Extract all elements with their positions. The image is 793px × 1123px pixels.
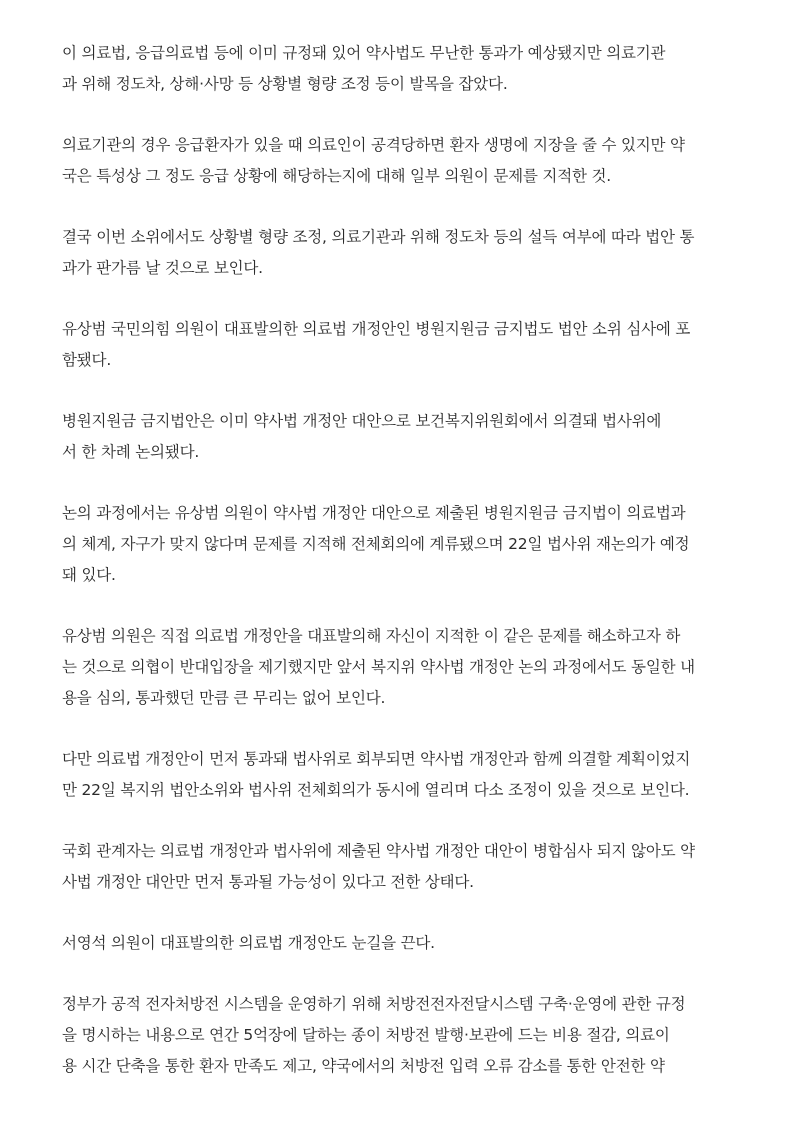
text-line: 이 의료법, 응급의료법 등에 이미 규정돼 있어 약사법도 무난한 통과가 예상됐지만 의료기관 (62, 44, 666, 62)
paragraph (62, 38, 742, 100)
paragraph (62, 222, 742, 284)
text-line: 의료기관의 경우 응급환자가 있을 때 의료인이 공격당하면 환자 생명에 지장을 줄 수 있지만 약 (62, 136, 685, 154)
text-line: 사법 개정안 대안만 먼저 통과될 가능성이 있다고 전한 상태다. (62, 873, 474, 891)
text-line: 서 한 차례 논의됐다. (62, 443, 200, 461)
paragraph (62, 406, 742, 468)
text-line: 유상범 국민의힘 의원이 대표발의한 의료법 개정안인 병원지원금 금지법도 법안 소위 심사에 포 (62, 320, 691, 338)
paragraph (62, 989, 742, 1082)
paragraph (62, 928, 742, 959)
text-line: 서영석 의원이 대표발의한 의료법 개정안도 눈길을 끈다. (62, 934, 435, 952)
text-line: 함됐다. (62, 351, 112, 369)
paragraph (62, 621, 742, 714)
paragraph (62, 130, 742, 192)
paragraph (62, 498, 742, 591)
text-line: 논의 과정에서는 유상범 의원이 약사법 개정안 대안으로 제출된 병원지원금 금지법이 의료법과 (62, 504, 686, 522)
text-line: 용 시간 단축을 통한 환자 만족도 제고, 약국에서의 처방전 입력 오류 감소를 통한 안전한 약 (62, 1057, 665, 1075)
text-line: 을 명시하는 내용으로 연간 5억장에 달하는 종이 처방전 발행·보관에 드는 비용 절감, 의료이 (62, 1026, 670, 1044)
text-line: 의 체계, 자구가 맞지 않다며 문제를 지적해 전체회의에 계류됐으며 22일 법사위 재논의가 예정 (62, 535, 690, 553)
paragraph (62, 744, 742, 806)
text-line: 결국 이번 소위에서도 상황별 형량 조정, 의료기관과 위해 정도차 등의 설득 여부에 따라 법안 통 (62, 228, 695, 246)
paragraph (62, 314, 742, 376)
text-line: 국은 특성상 그 정도 응급 상황에 해당하는지에 대해 일부 의원이 문제를 지적한 것. (62, 167, 611, 185)
text-line: 과 위해 정도차, 상해·사망 등 상황별 형량 조정 등이 발목을 잡았다. (62, 75, 508, 93)
text-line: 유상범 의원은 직접 의료법 개정안을 대표발의해 자신이 지적한 이 같은 문제를 해소하고자 하 (62, 627, 681, 645)
text-line: 정부가 공적 전자처방전 시스템을 운영하기 위해 처방전전자전달시스템 구축·운영에 관한 규정 (62, 995, 686, 1013)
text-line: 는 것으로 의협이 반대입장을 제기했지만 앞서 복지위 약사법 개정안 논의 과정에서도 동일한 내 (62, 658, 695, 676)
text-line: 국회 관계자는 의료법 개정안과 법사위에 제출된 약사법 개정안 대안이 병합심사 되지 않아도 약 (62, 842, 695, 860)
paragraph (62, 836, 742, 898)
text-line: 다만 의료법 개정안이 먼저 통과돼 법사위로 회부되면 약사법 개정안과 함께 의결할 계획이었지 (62, 750, 691, 768)
text-line: 과가 판가름 날 것으로 보인다. (62, 259, 263, 277)
article-body (62, 38, 742, 1112)
text-line: 돼 있다. (62, 566, 116, 584)
text-line: 용을 심의, 통과했던 만큼 큰 무리는 없어 보인다. (62, 689, 386, 707)
text-line: 만 22일 복지위 법안소위와 법사위 전체회의가 동시에 열리며 다소 조정이 있을 것으로 보인다. (62, 781, 690, 799)
text-line: 병원지원금 금지법안은 이미 약사법 개정안 대안으로 보건복지위원회에서 의결돼 법사위에 (62, 412, 662, 430)
